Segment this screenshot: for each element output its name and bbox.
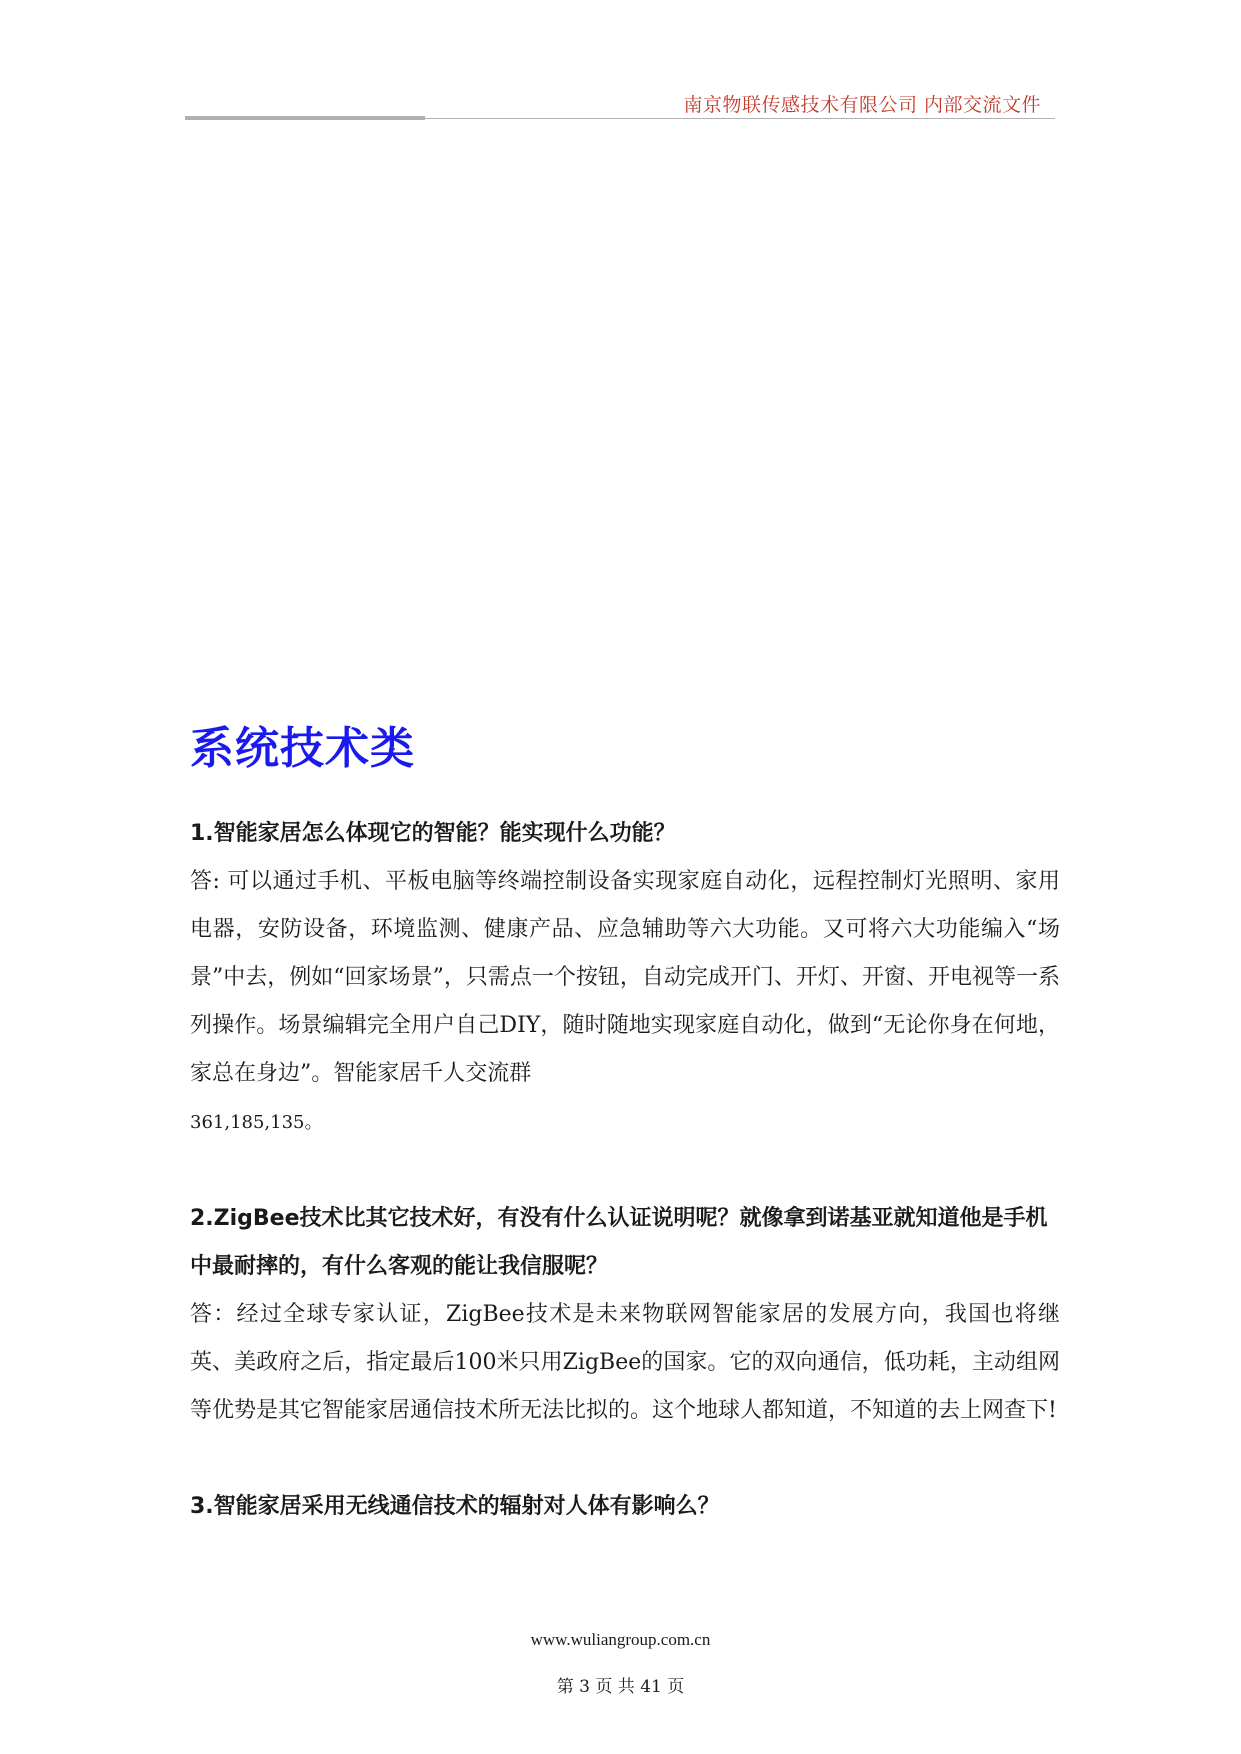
answer-1-tail: 361,185,135。 [190, 1112, 323, 1133]
qa-item-1 [190, 810, 1060, 1147]
question-1: 1.智能家居怎么体现它的智能？能实现什么功能？ [190, 821, 676, 846]
footer-url: www.wuliangroup.com.cn [530, 1630, 711, 1649]
question-3: 3.智能家居采用无线通信技术的辐射对人体有影响么？ [190, 1494, 720, 1519]
qa-item-3 [190, 1483, 1060, 1531]
question-2: 2.ZigBee技术比其它技术好，有没有什么认证说明呢？就像拿到诺基亚就知道他是手机中最耐摔的，有什么客观的能让我信服呢？ [190, 1206, 1048, 1279]
header-company-note: 南京物联传感技术有限公司 内部交流文件 [683, 94, 1041, 116]
qa-content [190, 810, 1060, 1531]
spacer [190, 1435, 1060, 1483]
section-title: 系统技术类 [190, 723, 415, 774]
answer-2: 答：经过全球专家认证，ZigBee技术是未来物联网智能家居的发展方向，我国也将继英、美政府之后，指定最后100米只用ZigBee的国家。它的双向通信，低功耗，主动组网等优势是其它智能家居通信技术所无法比拟的。这个地球人都知道，不知道的去上网查下! [190, 1302, 1060, 1423]
footer-page-number: 第 3 页 共 41 页 [556, 1677, 685, 1697]
qa-item-2 [190, 1195, 1060, 1435]
header-rule-thin [185, 118, 1055, 119]
answer-1 [190, 858, 1060, 1147]
spacer [190, 1147, 1060, 1195]
answer-1-text: 答: 可以通过手机、平板电脑等终端控制设备实现家庭自动化，远程控制灯光照明、家用电器，安防设备，环境监测、健康产品、应急辅助等六大功能。又可将六大功能编入“场景”中去，例如“回家场景”，只需点一个按钮，自动完成开门、开灯、开窗、开电视等一系列操作。场景编辑完全用户自己DIY，随时随地实现家庭自动化，做到“无论你身在何地，家总在身边”。智能家居千人交流群 [190, 869, 1060, 1086]
